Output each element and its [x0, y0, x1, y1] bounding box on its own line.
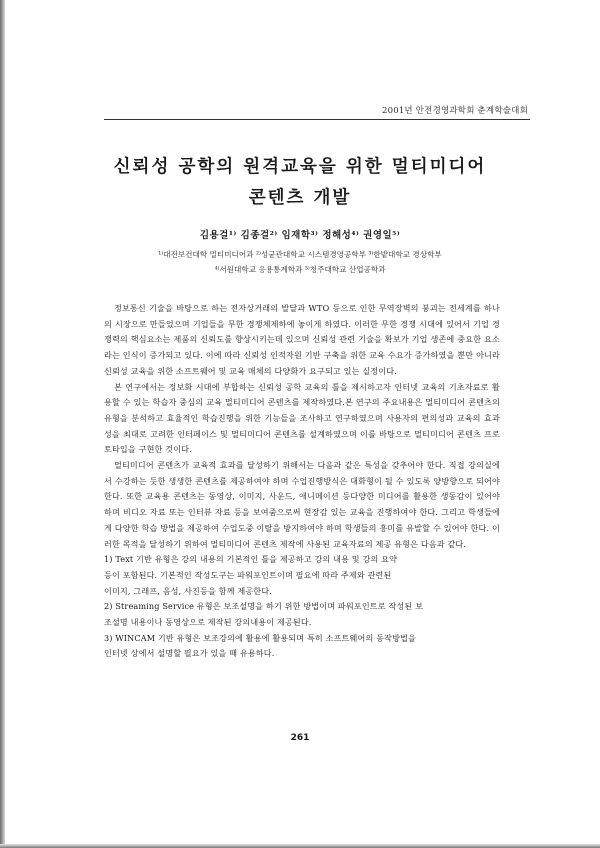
list-item-1-line-2: 등이 포함된다. 기본적인 작성도구는 파워포인트이며 필요에 따라 주제와 관련된	[104, 569, 392, 580]
list-item-3-line-1: 3) WINCAM 기반 유형은 보조강의에 활용에 활용되며 특히 소프트웨어의 동작방법을	[104, 632, 416, 643]
list-item-1-line-3: 이미지, 그래프, 음성, 사진등을 함께 제공한다.	[104, 585, 272, 596]
paragraph-3: 멀티미디어 콘텐츠가 교육적 효과를 달성하기 위해서는 다음과 같은 특성을 갖추어야 한다. 직접 강의실에서 수강하는 듯한 생생한 콘텐츠를 제공하여야 하며 수업진행방식은 대화형이 될 수 있도록 양방향으로 되어야 한다. 또한 교육용 콘텐츠는 동영상, 이미지, 사운드, 애니메이션 등다양한 미디어를 활용한 생동감이 있어야 하며 비디오 자료 또는 인터뷰 자료 등을 보여줌으로써 현장감 있는 교육을 진행하여야 한다. 그리고 학생들에게 다양한 학습 방법을 제공하여 수업도중 이탈을 방지하여야 하며 학생들의 흥미를 유발할 수 있어야 한다. 이러한 목적을 달성하기 위하여 멀티미디어 콘텐츠 제작에 사용된 교육자료의 제공 유형은 다음과 같다.	[104, 460, 500, 549]
affiliations-line-2: ⁴⁾서원대학교 응용통계학과 ⁵⁾청주대학교 산업공학과	[214, 265, 386, 274]
scan-edge-bottom	[0, 844, 600, 848]
running-header: 2001년 안전경영과학회 춘계학술대회	[382, 106, 528, 116]
paper-title-line-2: 콘텐츠 개발	[248, 188, 352, 208]
paper-title-line-1: 신뢰성 공학의 원격교육을 위한 멀티미디어	[113, 157, 487, 177]
author-list: 김용걸¹⁾ 김종걸²⁾ 임재학³⁾ 정해성⁴⁾ 권영일⁵⁾	[199, 230, 401, 241]
affiliations-line-1: ¹⁾대전보건대학 멀티미디어과 ²⁾성균관대학교 시스템경영공학부 ³⁾한밭대학교 경상학부	[158, 250, 442, 259]
body-text	[104, 301, 500, 662]
paragraph-1: 정보통신 기술을 바탕으로 하는 전자상거래의 발달과 WTO 등으로 인한 무역장벽의 붕괴는 전세계를 하나의 시장으로 만들었으며 기업들을 무한 경쟁체제하에 놓이게 하였다. 이러한 무한 경쟁 시대에 있어서 기업 경쟁력의 핵심요소는 제품의 신뢰도를 향상시키는데 있으며 신뢰성 관련 기술을 확보가 기업 생존에 중요한 요소라는 인식이 증가되고 있다. 이에 따라 신뢰성 인적자원 기반 구축을 위한 교육 수요가 증가하였을 뿐만 아니라 신뢰성 교육을 위한 소프트웨어 및 교육 매체의 다양화가 요구되고 있는 실정이다.	[104, 303, 500, 376]
list-item-3-line-2: 인터넷 상에서 설명할 필요가 있을 때 유용하다.	[104, 648, 275, 659]
paragraph-2: 본 연구에서는 정보화 시대에 부합하는 신뢰성 공학 교육의 틀을 제시하고자 인터넷 교육의 기초자료로 활용할 수 있는 학습자 중심의 교육 멀티미디어 콘텐츠를 제작하였다.본 연구의 주요내용은 멀티미디어 콘텐츠의 유형을 분석하고 효율적인 학습진행을 위한 기능들을 조사하고 연구하였으며 사용자의 편의성과 교육의 효과성을 최대로 고려한 인터페이스 및 멀티미디어 콘텐츠를 설계하였으며 이를 바탕으로 멀티미디어 콘텐츠 프로토타입을 구현한 것이다.	[104, 381, 500, 455]
header-rule	[104, 119, 530, 120]
page-number: 261	[290, 733, 310, 743]
list-item-1-line-1: 1) Text 기반 유형은 강의 내용의 기본적인 틀을 제공하고 강의 내용 및 강의 요약	[104, 554, 398, 565]
scan-edge-left	[0, 0, 5, 848]
list-item-2-line-1: 2) Streaming Service 유형은 보조설명을 하기 위한 방법이며 파워포인트로 작성된 보	[104, 601, 424, 612]
list-item-2-line-2: 조설명 내용이나 동영상으로 제작된 강의내용이 제공된다.	[104, 617, 312, 628]
